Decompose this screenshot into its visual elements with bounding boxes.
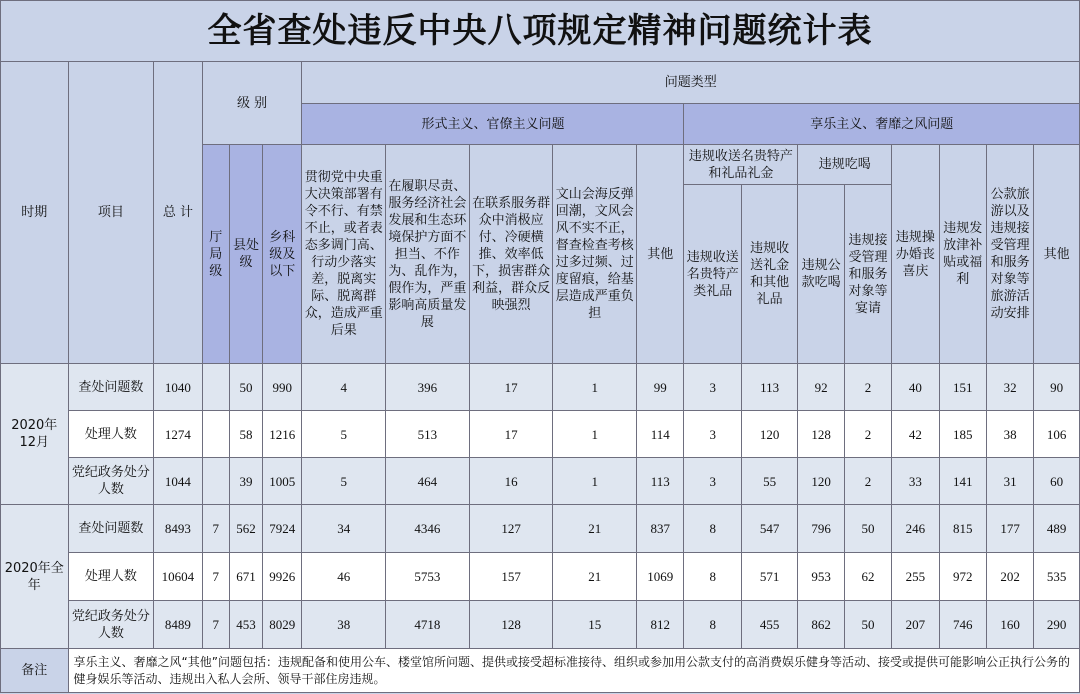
table-cell: 177: [986, 505, 1033, 553]
table-cell: 17: [469, 364, 553, 411]
table-cell: 812: [637, 601, 684, 649]
table-cell: 7: [202, 601, 229, 649]
header-level-ting: 厅局级: [202, 145, 229, 364]
header-meal-group: 违规吃喝: [798, 145, 892, 185]
table-cell: 5: [302, 411, 386, 458]
header-accept-banquet: 违规接受管理和服务对象等宴请: [844, 185, 891, 364]
table-cell: 185: [939, 411, 986, 458]
period-label: 2020年12月: [1, 364, 69, 505]
header-formalism-col-2: 在履职尽责、服务经济社会发展和生态环境保护方面不担当、不作为、乱作为，假作为，严重影响高质量发展: [386, 145, 470, 364]
note-label: 备注: [1, 649, 69, 693]
row-item-name: 查处问题数: [68, 505, 154, 553]
table-cell: 16: [469, 458, 553, 505]
table-cell: 562: [229, 505, 262, 553]
table-cell: 489: [1034, 505, 1080, 553]
table-cell: 34: [302, 505, 386, 553]
table-cell: 8493: [154, 505, 202, 553]
table-cell: 953: [798, 553, 844, 601]
table-cell: 1216: [263, 411, 302, 458]
header-period: 时期: [1, 62, 69, 364]
table-cell: 50: [229, 364, 262, 411]
table-cell: 9926: [263, 553, 302, 601]
table-cell: 671: [229, 553, 262, 601]
header-formalism-col-other: 其他: [637, 145, 684, 364]
table-cell: 453: [229, 601, 262, 649]
table-cell: 99: [637, 364, 684, 411]
table-cell: 7: [202, 505, 229, 553]
table-cell: 464: [386, 458, 470, 505]
table-cell: 1044: [154, 458, 202, 505]
table-cell: 50: [844, 601, 891, 649]
table-cell: 837: [637, 505, 684, 553]
table-cell: 128: [798, 411, 844, 458]
table-cell: 33: [892, 458, 939, 505]
table-cell: 5753: [386, 553, 470, 601]
table-title: 全省查处违反中央八项规定精神问题统计表: [1, 1, 1080, 62]
header-gift-group: 违规收送名贵特产和礼品礼金: [684, 145, 798, 185]
table-cell: 4718: [386, 601, 470, 649]
header-formalism-col-4: 文山会海反弹回潮，文风会风不实不正，督查检查考核过多过频、过度留痕，给基层造成严重负担: [553, 145, 637, 364]
table-cell: 60: [1034, 458, 1080, 505]
header-level-xiang: 乡科级及以下: [263, 145, 302, 364]
table-cell: 31: [986, 458, 1033, 505]
header-gift-specialty: 违规收送名贵特产类礼品: [684, 185, 741, 364]
table-cell: 113: [741, 364, 797, 411]
table-cell: 157: [469, 553, 553, 601]
table-cell: 40: [892, 364, 939, 411]
table-cell: 8: [684, 505, 741, 553]
table-cell: 46: [302, 553, 386, 601]
table-cell: 17: [469, 411, 553, 458]
table-cell: 151: [939, 364, 986, 411]
table-cell: 7924: [263, 505, 302, 553]
table-cell: 3: [684, 364, 741, 411]
header-travel: 公款旅游以及违规接受管理和服务对象等旅游活动安排: [986, 145, 1033, 364]
table-cell: 128: [469, 601, 553, 649]
header-problem-type: 问题类型: [302, 62, 1080, 104]
table-cell: 21: [553, 505, 637, 553]
table-cell: 5: [302, 458, 386, 505]
table-cell: 8: [684, 553, 741, 601]
header-public-meals: 违规公款吃喝: [798, 185, 844, 364]
table-cell: 38: [302, 601, 386, 649]
header-group-formalism: 形式主义、官僚主义问题: [302, 104, 684, 145]
header-gift-money: 违规收送礼金和其他礼品: [741, 185, 797, 364]
table-cell: 972: [939, 553, 986, 601]
table-cell: 796: [798, 505, 844, 553]
table-cell: 160: [986, 601, 1033, 649]
table-cell: 1: [553, 411, 637, 458]
table-cell: 39: [229, 458, 262, 505]
table-cell: 290: [1034, 601, 1080, 649]
period-label: 2020年全年: [1, 505, 69, 649]
table-cell: 4346: [386, 505, 470, 553]
table-cell: 455: [741, 601, 797, 649]
table-cell: 42: [892, 411, 939, 458]
table-cell: 10604: [154, 553, 202, 601]
header-allowance: 违规发放津补贴或福利: [939, 145, 986, 364]
table-cell: 58: [229, 411, 262, 458]
table-cell: 990: [263, 364, 302, 411]
table-cell: 141: [939, 458, 986, 505]
header-wedding-funeral: 违规操办婚丧喜庆: [892, 145, 939, 364]
table-cell: 2: [844, 458, 891, 505]
table-cell: 106: [1034, 411, 1080, 458]
row-item-name: 查处问题数: [68, 364, 154, 411]
table-cell: 15: [553, 601, 637, 649]
header-formalism-col-3: 在联系服务群众中消极应付、冷硬横推、效率低下，损害群众利益，群众反映强烈: [469, 145, 553, 364]
table-cell: 396: [386, 364, 470, 411]
table-cell: 1069: [637, 553, 684, 601]
table-cell: 113: [637, 458, 684, 505]
header-hedonism-other: 其他: [1034, 145, 1080, 364]
table-cell: [202, 458, 229, 505]
table-cell: 255: [892, 553, 939, 601]
table-cell: 547: [741, 505, 797, 553]
table-cell: 3: [684, 458, 741, 505]
table-cell: 7: [202, 553, 229, 601]
table-cell: 207: [892, 601, 939, 649]
table-cell: 1: [553, 458, 637, 505]
table-cell: 1: [553, 364, 637, 411]
table-cell: 127: [469, 505, 553, 553]
table-cell: 1005: [263, 458, 302, 505]
table-cell: 246: [892, 505, 939, 553]
table-cell: [202, 411, 229, 458]
table-cell: 862: [798, 601, 844, 649]
table-cell: 114: [637, 411, 684, 458]
table-cell: 815: [939, 505, 986, 553]
table-cell: 571: [741, 553, 797, 601]
row-item-name: 党纪政务处分人数: [68, 601, 154, 649]
table-cell: 62: [844, 553, 891, 601]
table-cell: 21: [553, 553, 637, 601]
table-cell: 90: [1034, 364, 1080, 411]
header-level: 级 别: [202, 62, 302, 145]
header-group-hedonism: 享乐主义、奢靡之风问题: [684, 104, 1080, 145]
row-item-name: 处理人数: [68, 553, 154, 601]
table-cell: 32: [986, 364, 1033, 411]
header-formalism-col-1: 贯彻党中央重大决策部署有令不行、有禁不止，或者表态多调门高、行动少落实差，脱离实际、脱离群众，造成严重后果: [302, 145, 386, 364]
table-cell: 92: [798, 364, 844, 411]
table-cell: 8029: [263, 601, 302, 649]
table-cell: 1274: [154, 411, 202, 458]
note-text: 享乐主义、奢靡之风“其他”问题包括：违规配备和使用公车、楼堂馆所问题、提供或接受超标准接待、组织或参加用公款支付的高消费娱乐健身等活动、接受或提供可能影响公正执行公务的健身娱乐等活动、违规出入私人会所、领导干部住房违规。: [68, 649, 1079, 693]
table-cell: 120: [741, 411, 797, 458]
table-cell: 1040: [154, 364, 202, 411]
table-cell: [202, 364, 229, 411]
table-cell: 2: [844, 364, 891, 411]
row-item-name: 党纪政务处分人数: [68, 458, 154, 505]
header-item: 项目: [68, 62, 154, 364]
table-cell: 2: [844, 411, 891, 458]
header-total: 总 计: [154, 62, 202, 364]
table-cell: 8489: [154, 601, 202, 649]
table-cell: 38: [986, 411, 1033, 458]
header-level-xian: 县处级: [229, 145, 262, 364]
table-cell: 50: [844, 505, 891, 553]
table-cell: 120: [798, 458, 844, 505]
row-item-name: 处理人数: [68, 411, 154, 458]
table-cell: 3: [684, 411, 741, 458]
table-cell: 202: [986, 553, 1033, 601]
table-cell: 535: [1034, 553, 1080, 601]
table-cell: 55: [741, 458, 797, 505]
table-cell: 746: [939, 601, 986, 649]
table-cell: 8: [684, 601, 741, 649]
table-cell: 4: [302, 364, 386, 411]
table-cell: 513: [386, 411, 470, 458]
